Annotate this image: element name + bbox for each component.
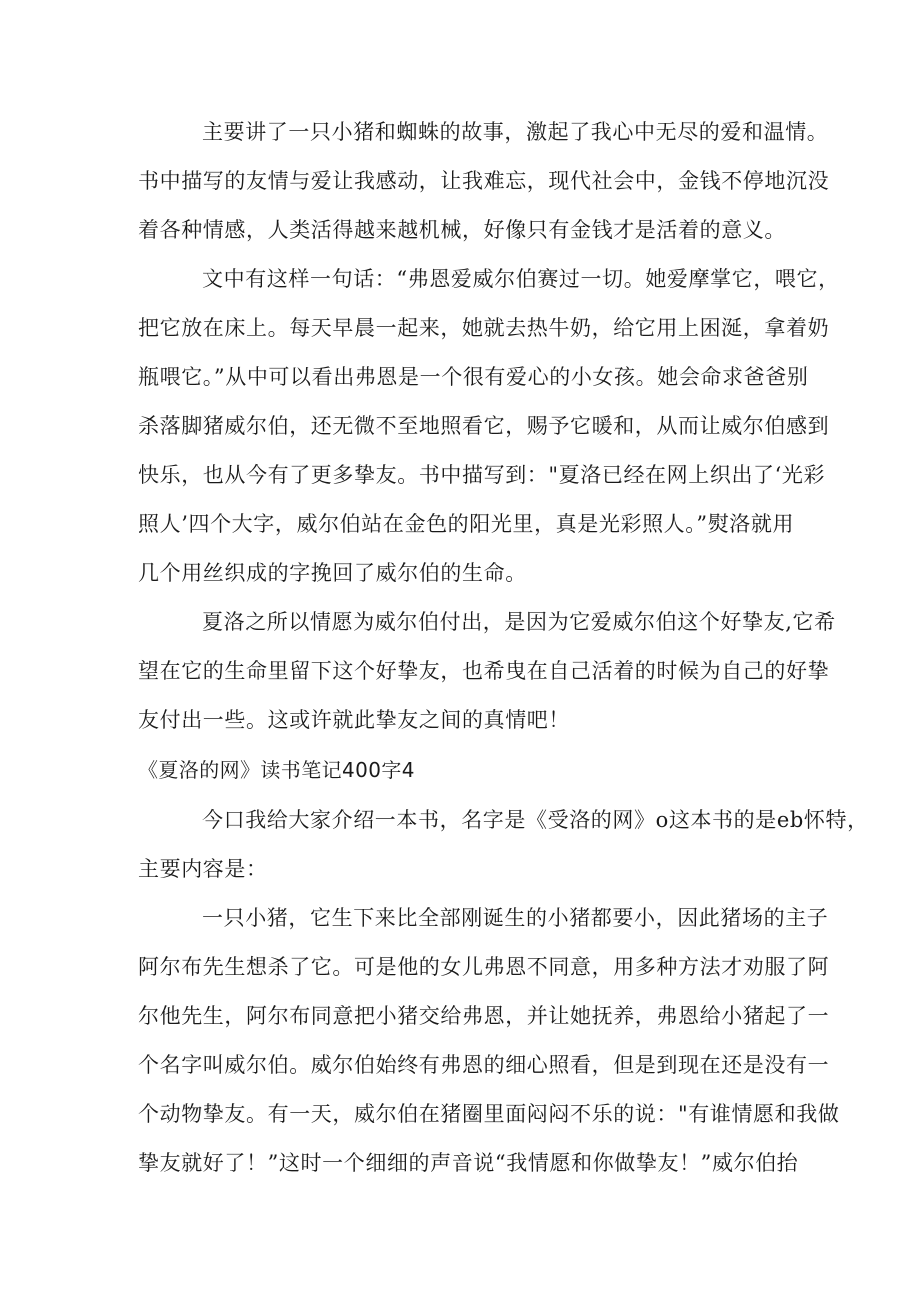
paragraph-3-line-3: 友付出一些。这或许就此挚友之间的真情吧！ [138,708,570,732]
paragraph-2-line-1: 文中有这样一句话：“弗恩爱威尔伯赛过一切。她爱摩掌它，喂它， [202,267,840,291]
paragraph-2-line-7: 几个用丝织成的字挽回了威尔伯的生命。 [138,561,527,585]
section-heading: 《夏洛的网》读书笔记400字4 [138,758,415,782]
paragraph-5-line-3: 尔他先生，阿尔布同意把小猪交给弗恩，并让她抚养，弗恩给小猪起了一 [138,1004,830,1028]
paragraph-4-line-2: 主要内容是： [138,857,268,881]
paragraph-1-line-1: 主要讲了一只小猪和蜘蛛的故事，激起了我心中无尽的爱和温情。 [202,120,829,144]
paragraph-2-line-5: 快乐，也从今有了更多挚友。书中描写到："夏洛已经在网上织出了‘光彩 [138,463,826,487]
paragraph-4-line-1: 今口我给大家介绍一本书，名字是《受洛的网》o这本书的是eb怀特， [202,808,869,832]
paragraph-2-line-3: 瓶喂它。”从中可以看出弗恩是一个很有爱心的小女孩。她会命求爸爸别 [138,365,809,389]
paragraph-3-line-1: 夏洛之所以情愿为威尔伯付出，是因为它爱威尔伯这个好挚友,它希 [202,610,836,634]
paragraph-5-line-6: 挚友就好了！”这时一个细细的声音说“我情愿和你做挚友！”威尔伯抬 [138,1151,799,1175]
paragraph-5-line-5: 个动物挚友。有一天，威尔伯在猪圈里面闷闷不乐的说："有谁情愿和我做 [138,1102,840,1126]
paragraph-2-line-2: 把它放在床上。每天早晨一起来，她就去热牛奶，给它用上困涎，拿着奶 [138,316,830,340]
paragraph-1-line-2: 书中描写的友情与爱让我感动，让我难忘，现代社会中，金钱不停地沉没 [138,169,830,193]
paragraph-2-line-4: 杀落脚猪威尔伯，还无微不至地照看它，赐予它暖和，从而让威尔伯感到 [138,414,830,438]
paragraph-5-line-1: 一只小猪，它生下来比全部刚诞生的小猪都要小，因此猪场的主子 [202,906,829,930]
paragraph-5-line-4: 个名字叫威尔伯。威尔伯始终有弗恩的细心照看，但是到现在还是没有一 [138,1053,830,1077]
paragraph-5-line-2: 阿尔布先生想杀了它。可是他的女儿弗恩不同意，用多种方法才劝服了阿 [138,955,830,979]
paragraph-3-line-2: 望在它的生命里留下这个好挚友，也希曳在自己活着的时候为自己的好挚 [138,659,830,683]
paragraph-1-line-3: 着各种情感，人类活得越来越机械，好像只有金钱才是活着的意义。 [138,218,786,242]
paragraph-2-line-6: 照人’四个大字，威尔伯站在金色的阳光里，真是光彩照人。”熨洛就用 [138,512,795,536]
